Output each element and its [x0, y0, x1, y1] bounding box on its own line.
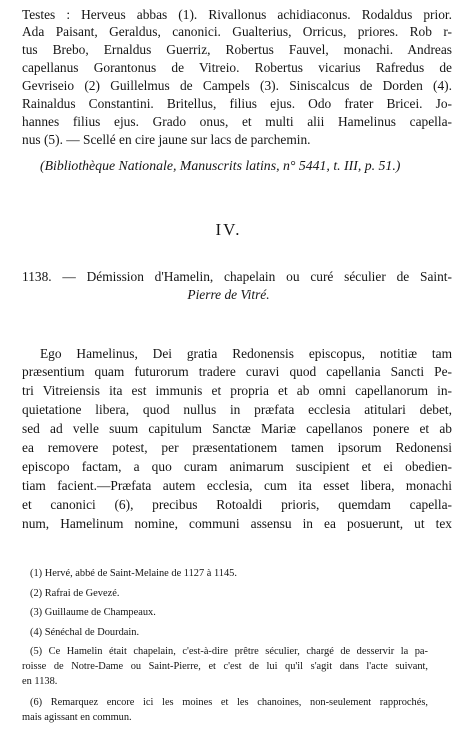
- body-line-3: tri Vitreiensis ita est immunis et propria et ab omni capellanorum in-: [22, 383, 452, 398]
- body-line-2: præsentium quam futurorum tradere curavi quod capellania Sancti Pe-: [22, 364, 452, 379]
- footnote-6-line-2: mais agissant en commun.: [22, 712, 132, 723]
- footnote-6-line-1: (6) Remarquez encore ici les moines et les chanoines, non-seulement rapprochés,: [30, 697, 428, 708]
- witness-line-3: tus Brebo, Ernaldus Guerriz, Robertus Fauvel, monachi. Andreas: [22, 42, 452, 57]
- footnote-5-line-2: roisse de Notre-Dame ou Saint-Pierre, et c'est de lui qu'il s'agit dans l'acte suivant,: [22, 661, 428, 672]
- witness-last-line: nus (5). — Scellé en cire jaune sur lacs de parchemin.: [22, 132, 311, 147]
- witness-line-5: Gevriseio (2) Guillelmus de Campels (3). Siniscalcus de Dorden (4).: [22, 78, 452, 93]
- footnote-4: (4) Sénéchal de Dourdain.: [30, 627, 140, 638]
- body-line-9: et canonici (6), precibus Rotoaldi prioris, quemdam capella-: [22, 497, 452, 512]
- footnote-1: (1) Hervé, abbé de Saint-Melaine de 1127 à 1145.: [30, 568, 237, 579]
- body-line-5: sed ad velle suum capitulum Sanctæ Mariæ capellanos ponere et ab: [22, 421, 452, 436]
- entry-heading-line-1: 1138. — Démission d'Hamelin, chapelain ou curé séculier de Saint-: [22, 269, 452, 284]
- witness-line-2: Ada Paisant, Geraldus, canonici. Gualterius, Orricus, priores. Rob r-: [22, 24, 452, 39]
- witness-line-7: hannes filius ejus. Grado onus, et multi alii Hamelinus capella-: [22, 114, 452, 129]
- body-line-1: Ego Hamelinus, Dei gratia Redonensis episcopus, notitiæ tam: [40, 346, 452, 361]
- footnote-5-line-3: en 1138.: [22, 676, 58, 687]
- footnote-3: (3) Guillaume de Champeaux.: [30, 607, 156, 618]
- body-line-8: tiam facient.—Præfata autem ecclesia, cum ita esset libera, monachi: [22, 478, 452, 493]
- body-line-7: episcopo factam, a quo curam animarum suscipient et ei obedien-: [22, 459, 452, 474]
- witness-line-1: Testes : Herveus abbas (1). Rivallonus achidiaconus. Rodaldus prior.: [22, 7, 452, 22]
- footnote-5-line-1: (5) Ce Hamelin était chapelain, c'est-à-dire prêtre séculier, chargé de desservir la pa-: [30, 646, 428, 657]
- witness-line-6: Rainaldus Constantini. Britellus, filius ejus. Odo frater Bricei. Jo-: [22, 96, 452, 111]
- footnote-2: (2) Rafrai de Gevezé.: [30, 588, 120, 599]
- body-line-6: ea removere potest, per præsentationem tamen ipsorum Redonensi: [22, 440, 452, 455]
- source-citation: (Bibliothèque Nationale, Manuscrits latins, n° 5441, t. III, p. 51.): [40, 158, 401, 173]
- section-number: IV.: [215, 220, 242, 239]
- entry-heading-line-2: Pierre de Vitré.: [187, 287, 270, 302]
- witness-line-4: capellanus Gorantonus de Vitreio. Robertus vicarius Rafredus de: [22, 60, 452, 75]
- body-line-10: num, Hamelinum nomine, communi assensu in ea posuerunt, ut tex: [22, 516, 452, 531]
- body-line-4: quietatione libera, quod nullus in præfata ecclesia atitulari debet,: [22, 402, 452, 417]
